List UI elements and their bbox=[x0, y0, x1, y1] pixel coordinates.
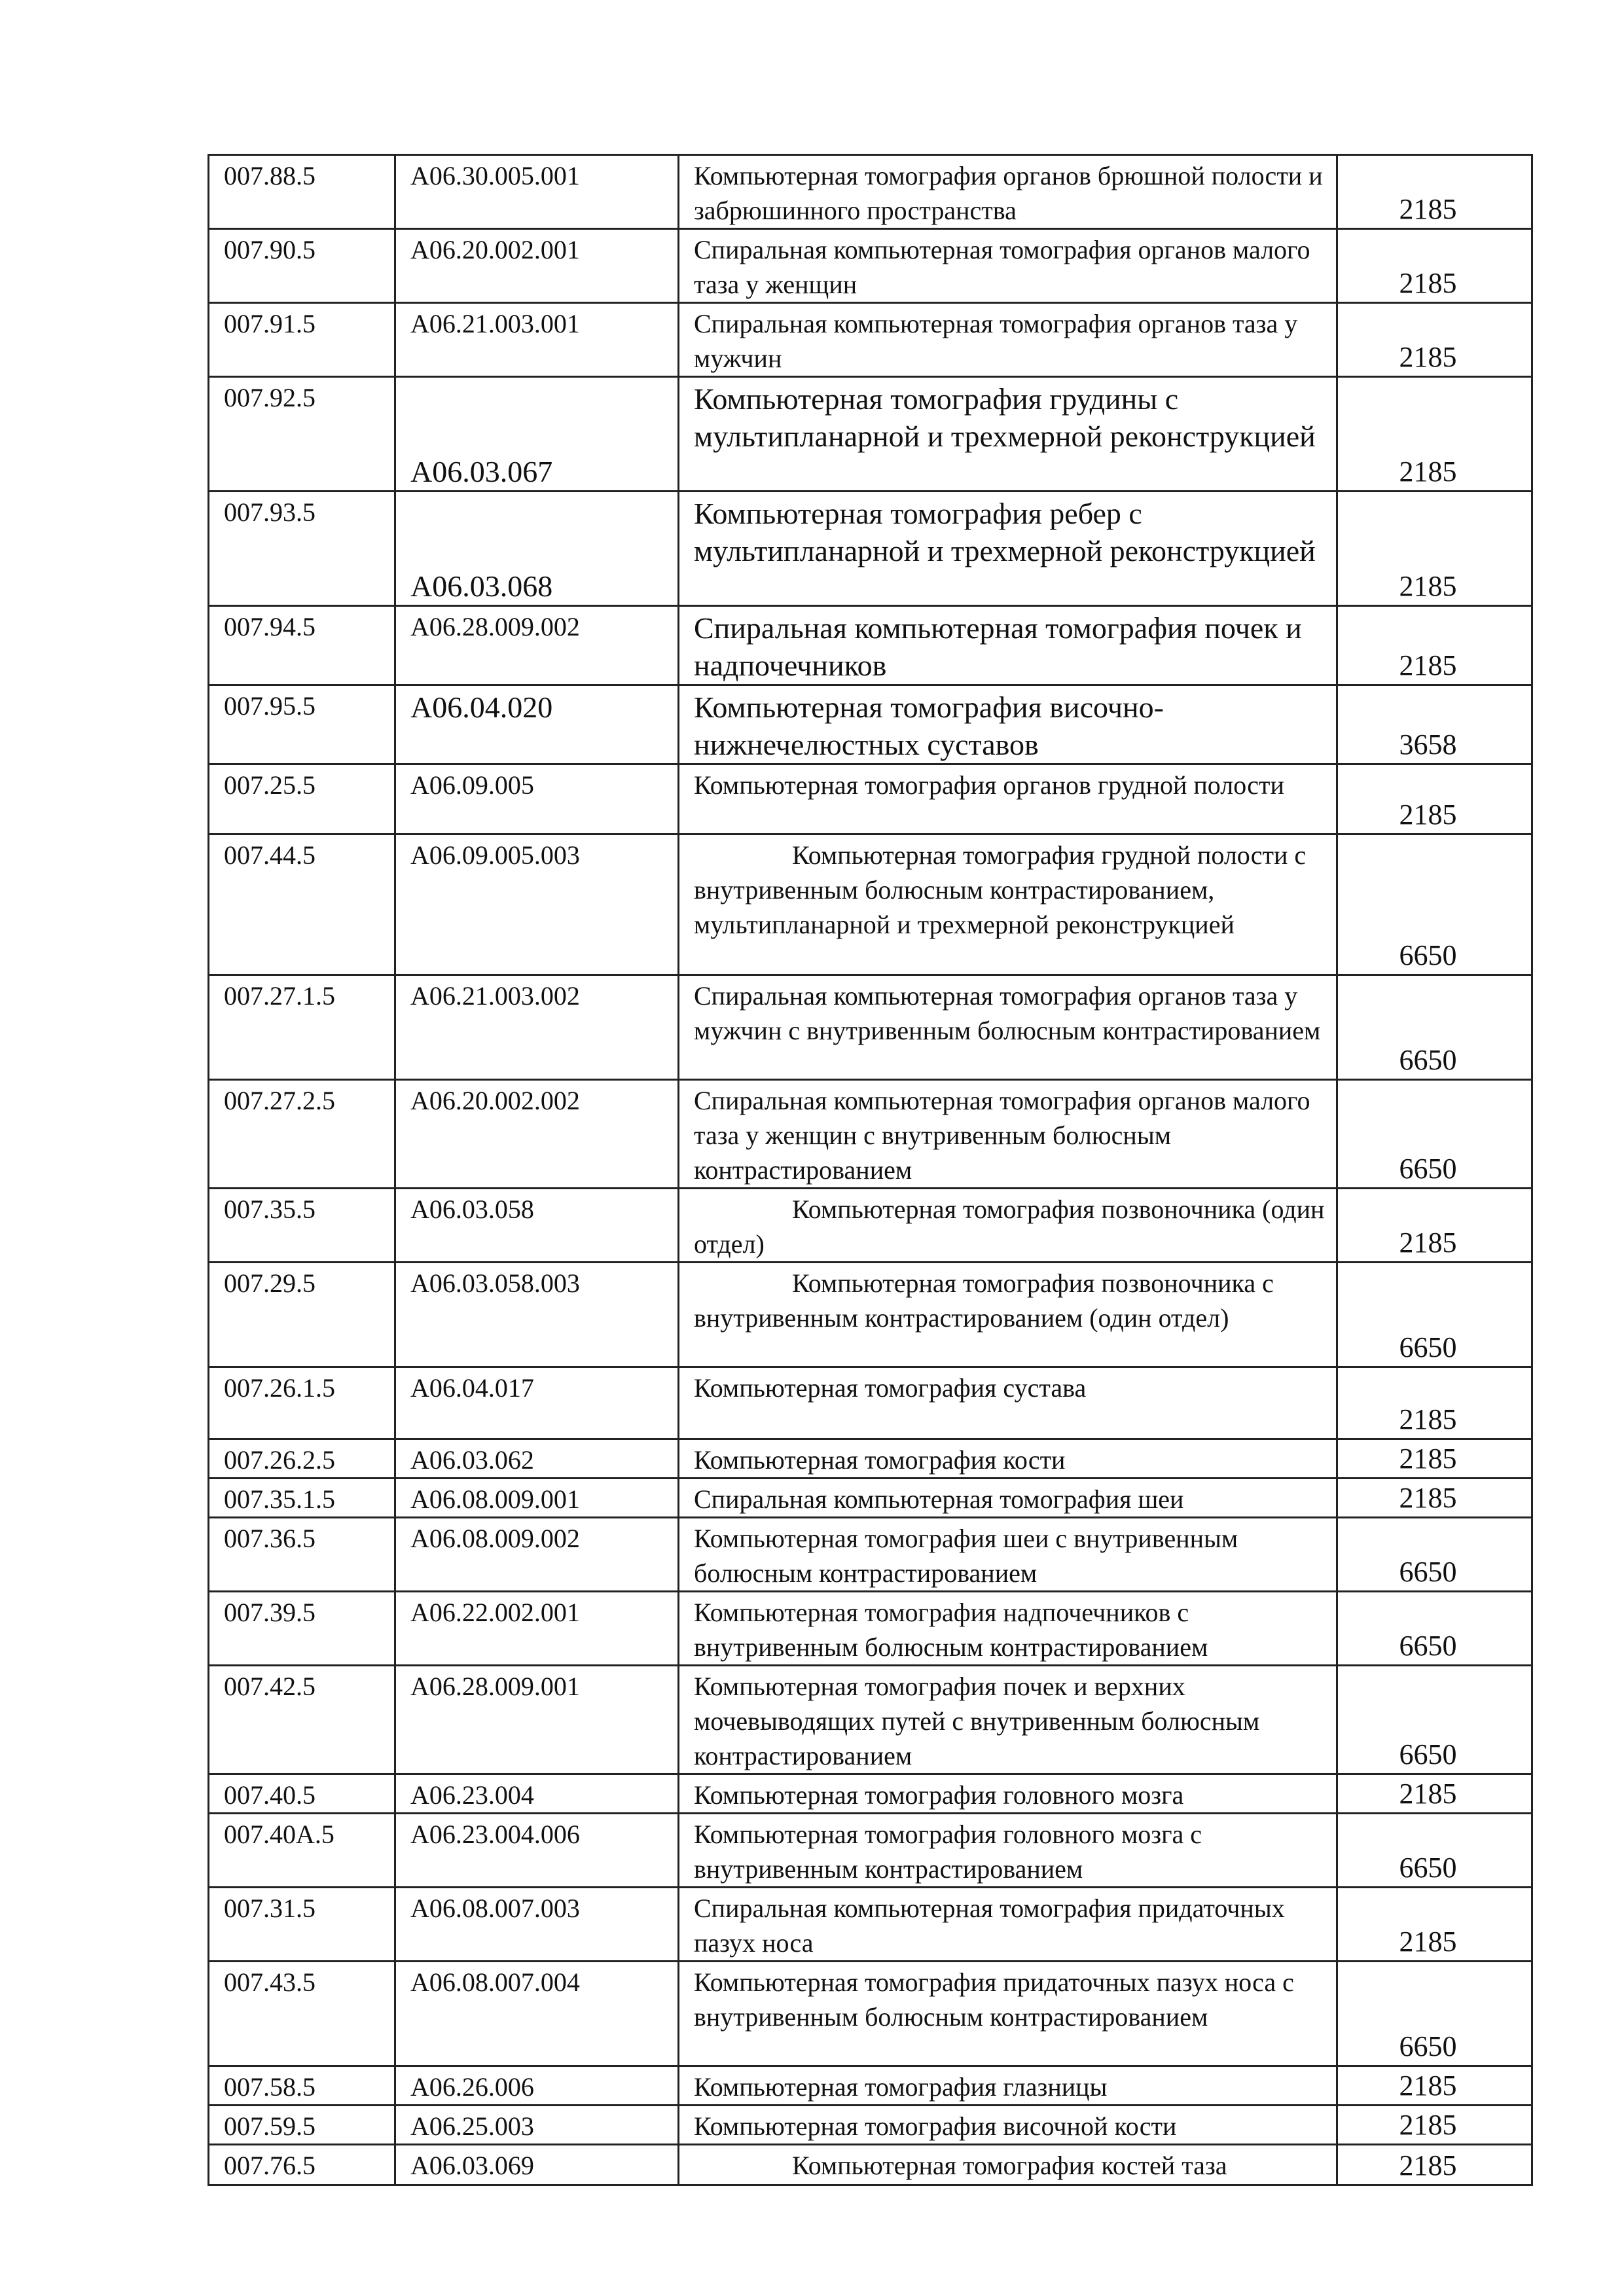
service-price: 2185 bbox=[1337, 155, 1532, 229]
table-row bbox=[209, 1962, 1532, 2066]
nomenclature-code: A06.03.062 bbox=[395, 1439, 679, 1479]
table-row bbox=[209, 764, 1532, 834]
service-code: 007.27.1.5 bbox=[209, 975, 395, 1080]
service-code: 007.40A.5 bbox=[209, 1814, 395, 1888]
service-code: 007.95.5 bbox=[209, 685, 395, 764]
service-code: 007.58.5 bbox=[209, 2066, 395, 2106]
service-price: 6650 bbox=[1337, 1518, 1532, 1592]
service-code: 007.91.5 bbox=[209, 303, 395, 377]
service-code: 007.88.5 bbox=[209, 155, 395, 229]
service-code: 007.26.1.5 bbox=[209, 1367, 395, 1439]
service-name: Спиральная компьютерная томография придаточных пазух носа bbox=[679, 1888, 1337, 1962]
service-name: Компьютерная томография позвоночника (один отдел) bbox=[679, 1189, 1337, 1263]
table-row bbox=[209, 1263, 1532, 1367]
service-name: Компьютерная томография надпочечников с внутривенным болюсным контрастированием bbox=[679, 1592, 1337, 1666]
service-code: 007.93.5 bbox=[209, 492, 395, 606]
table-row bbox=[209, 1814, 1532, 1888]
service-price: 2185 bbox=[1337, 1189, 1532, 1263]
service-name: Компьютерная томография позвоночника с внутривенным контрастированием (один отдел) bbox=[679, 1263, 1337, 1367]
service-code: 007.59.5 bbox=[209, 2106, 395, 2145]
service-price: 2185 bbox=[1337, 764, 1532, 834]
table-row bbox=[209, 1479, 1532, 1518]
nomenclature-code: A06.03.068 bbox=[395, 492, 679, 606]
nomenclature-code: A06.03.067 bbox=[395, 377, 679, 492]
service-name: Компьютерная томография грудины с мультипланарной и трехмерной реконструкцией bbox=[679, 377, 1337, 492]
service-price: 2185 bbox=[1337, 229, 1532, 303]
table-row bbox=[209, 1666, 1532, 1774]
nomenclature-code: A06.25.003 bbox=[395, 2106, 679, 2145]
service-name: Компьютерная томография кости bbox=[679, 1439, 1337, 1479]
service-code: 007.31.5 bbox=[209, 1888, 395, 1962]
service-price: 6650 bbox=[1337, 1666, 1532, 1774]
service-code: 007.43.5 bbox=[209, 1962, 395, 2066]
service-price: 2185 bbox=[1337, 1367, 1532, 1439]
service-name: Компьютерная томография височно-нижнечелюстных суставов bbox=[679, 685, 1337, 764]
service-name: Компьютерная томография сустава bbox=[679, 1367, 1337, 1439]
service-price: 2185 bbox=[1337, 1439, 1532, 1479]
service-code: 007.36.5 bbox=[209, 1518, 395, 1592]
price-list-table bbox=[208, 154, 1533, 2186]
table-row bbox=[209, 606, 1532, 685]
nomenclature-code: A06.09.005.003 bbox=[395, 834, 679, 975]
service-price: 6650 bbox=[1337, 834, 1532, 975]
nomenclature-code: A06.09.005 bbox=[395, 764, 679, 834]
service-price: 3658 bbox=[1337, 685, 1532, 764]
service-price: 2185 bbox=[1337, 606, 1532, 685]
service-price: 2185 bbox=[1337, 2106, 1532, 2145]
service-name: Компьютерная томография головного мозга с внутривенным контрастированием bbox=[679, 1814, 1337, 1888]
service-code: 007.44.5 bbox=[209, 834, 395, 975]
table-row bbox=[209, 1439, 1532, 1479]
service-name: Компьютерная томография грудной полости с внутривенным болюсным контрастированием, мультипланарной и трехмерной реконструкцией bbox=[679, 834, 1337, 975]
table-row bbox=[209, 303, 1532, 377]
table-row bbox=[209, 1592, 1532, 1666]
nomenclature-code: A06.22.002.001 bbox=[395, 1592, 679, 1666]
service-price: 2185 bbox=[1337, 1479, 1532, 1518]
service-code: 007.35.5 bbox=[209, 1189, 395, 1263]
service-code: 007.35.1.5 bbox=[209, 1479, 395, 1518]
service-price: 6650 bbox=[1337, 1814, 1532, 1888]
service-price: 6650 bbox=[1337, 1962, 1532, 2066]
table-row bbox=[209, 1888, 1532, 1962]
service-name: Компьютерная томография ребер с мультипланарной и трехмерной реконструкцией bbox=[679, 492, 1337, 606]
service-code: 007.29.5 bbox=[209, 1263, 395, 1367]
nomenclature-code: A06.23.004.006 bbox=[395, 1814, 679, 1888]
service-price: 2185 bbox=[1337, 303, 1532, 377]
table-row bbox=[209, 1080, 1532, 1189]
nomenclature-code: A06.20.002.002 bbox=[395, 1080, 679, 1189]
nomenclature-code: A06.08.007.003 bbox=[395, 1888, 679, 1962]
table-row bbox=[209, 2066, 1532, 2106]
service-price: 2185 bbox=[1337, 2145, 1532, 2185]
service-name: Компьютерная томография височной кости bbox=[679, 2106, 1337, 2145]
service-name: Компьютерная томография придаточных пазух носа с внутривенным болюсным контрастированием bbox=[679, 1962, 1337, 2066]
nomenclature-code: A06.08.009.002 bbox=[395, 1518, 679, 1592]
service-name: Спиральная компьютерная томография органов таза у мужчин bbox=[679, 303, 1337, 377]
nomenclature-code: A06.28.009.002 bbox=[395, 606, 679, 685]
service-name: Спиральная компьютерная томография органов таза у мужчин с внутривенным болюсным контрастированием bbox=[679, 975, 1337, 1080]
table-row bbox=[209, 1518, 1532, 1592]
service-code: 007.42.5 bbox=[209, 1666, 395, 1774]
service-price: 2185 bbox=[1337, 492, 1532, 606]
nomenclature-code: A06.03.058 bbox=[395, 1189, 679, 1263]
service-code: 007.27.2.5 bbox=[209, 1080, 395, 1189]
nomenclature-code: A06.20.002.001 bbox=[395, 229, 679, 303]
nomenclature-code: A06.30.005.001 bbox=[395, 155, 679, 229]
nomenclature-code: A06.03.069 bbox=[395, 2145, 679, 2185]
table-row bbox=[209, 834, 1532, 975]
table-row bbox=[209, 2106, 1532, 2145]
nomenclature-code: A06.03.058.003 bbox=[395, 1263, 679, 1367]
service-code: 007.94.5 bbox=[209, 606, 395, 685]
nomenclature-code: A06.08.007.004 bbox=[395, 1962, 679, 2066]
service-name: Спиральная компьютерная томография почек и надпочечников bbox=[679, 606, 1337, 685]
nomenclature-code: A06.08.009.001 bbox=[395, 1479, 679, 1518]
service-price: 6650 bbox=[1337, 1263, 1532, 1367]
table-row bbox=[209, 155, 1532, 229]
table-row bbox=[209, 975, 1532, 1080]
service-price: 2185 bbox=[1337, 377, 1532, 492]
table-row bbox=[209, 492, 1532, 606]
table-row bbox=[209, 377, 1532, 492]
service-price: 6650 bbox=[1337, 1080, 1532, 1189]
table-row bbox=[209, 229, 1532, 303]
service-price: 6650 bbox=[1337, 975, 1532, 1080]
nomenclature-code: A06.21.003.002 bbox=[395, 975, 679, 1080]
service-price: 6650 bbox=[1337, 1592, 1532, 1666]
service-price: 2185 bbox=[1337, 1888, 1532, 1962]
table-row bbox=[209, 1189, 1532, 1263]
nomenclature-code: A06.28.009.001 bbox=[395, 1666, 679, 1774]
service-code: 007.90.5 bbox=[209, 229, 395, 303]
service-name: Спиральная компьютерная томография органов малого таза у женщин с внутривенным болюсным контрастированием bbox=[679, 1080, 1337, 1189]
service-price: 2185 bbox=[1337, 2066, 1532, 2106]
table-row bbox=[209, 685, 1532, 764]
service-name: Компьютерная томография костей таза bbox=[679, 2145, 1337, 2185]
nomenclature-code: A06.26.006 bbox=[395, 2066, 679, 2106]
table-row bbox=[209, 2145, 1532, 2185]
service-code: 007.76.5 bbox=[209, 2145, 395, 2185]
nomenclature-code: A06.04.020 bbox=[395, 685, 679, 764]
service-name: Спиральная компьютерная томография органов малого таза у женщин bbox=[679, 229, 1337, 303]
service-name: Компьютерная томография органов брюшной полости и забрюшинного пространства bbox=[679, 155, 1337, 229]
service-code: 007.26.2.5 bbox=[209, 1439, 395, 1479]
nomenclature-code: A06.21.003.001 bbox=[395, 303, 679, 377]
nomenclature-code: A06.04.017 bbox=[395, 1367, 679, 1439]
service-name: Компьютерная томография головного мозга bbox=[679, 1774, 1337, 1814]
service-name: Компьютерная томография глазницы bbox=[679, 2066, 1337, 2106]
table-row bbox=[209, 1367, 1532, 1439]
service-code: 007.39.5 bbox=[209, 1592, 395, 1666]
service-code: 007.40.5 bbox=[209, 1774, 395, 1814]
service-price: 2185 bbox=[1337, 1774, 1532, 1814]
service-code: 007.92.5 bbox=[209, 377, 395, 492]
service-name: Компьютерная томография почек и верхних мочевыводящих путей с внутривенным болюсным контрастированием bbox=[679, 1666, 1337, 1774]
service-name: Компьютерная томография шеи с внутривенным болюсным контрастированием bbox=[679, 1518, 1337, 1592]
service-name: Спиральная компьютерная томография шеи bbox=[679, 1479, 1337, 1518]
table-row bbox=[209, 1774, 1532, 1814]
service-code: 007.25.5 bbox=[209, 764, 395, 834]
nomenclature-code: A06.23.004 bbox=[395, 1774, 679, 1814]
service-name: Компьютерная томография органов грудной полости bbox=[679, 764, 1337, 834]
